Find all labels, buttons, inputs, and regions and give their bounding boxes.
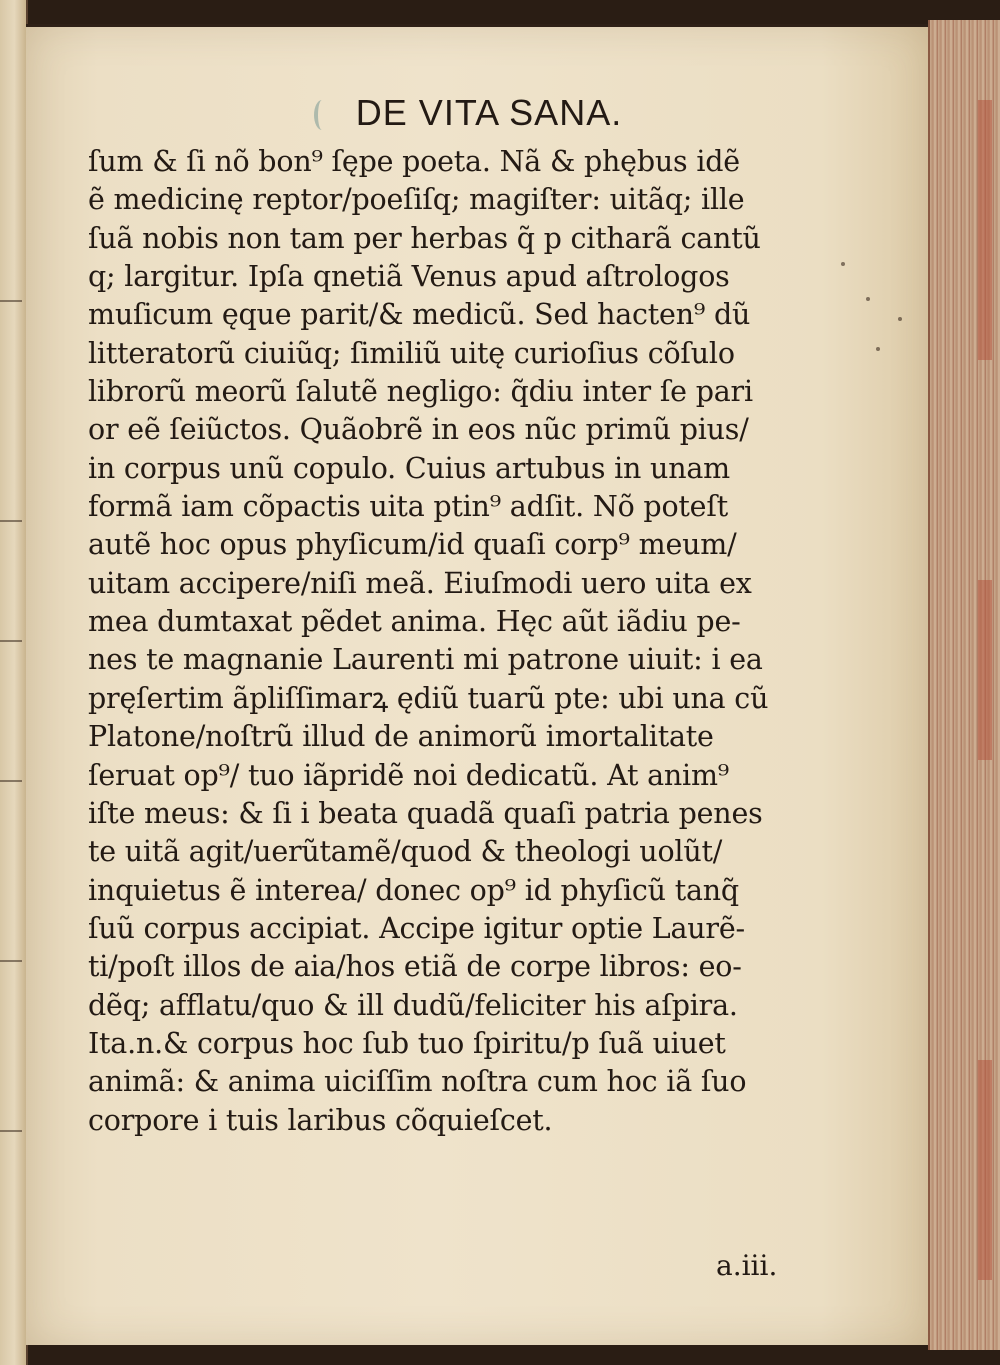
text-line: muſicum ęque parit/& medicũ. Sed hacten⁹ dũ — [88, 298, 751, 332]
text-line: ſuã nobis non tam per herbas q̃ p citharã cantũ — [88, 221, 761, 255]
text-line: in corpus unũ copulo. Cuius artubus in unam — [88, 451, 730, 485]
facing-page-mark — [0, 520, 22, 522]
facing-page-mark — [0, 640, 22, 642]
text-line: or eẽ ſeiũctos. Quãobrẽ in eos nũc primũ pius/ — [88, 413, 749, 447]
facing-page-mark — [0, 300, 22, 302]
running-header-text: DE VITA SANA. — [355, 92, 623, 133]
facing-page-mark — [0, 1130, 22, 1132]
text-line: formã iam cõpactis uita ptin⁹ adſit. Nõ poteſt — [88, 490, 728, 524]
ink-speck — [866, 297, 870, 301]
text-line: animã: & anima uiciſſim noſtra cum hoc iã ſuo — [88, 1065, 747, 1099]
facing-page-mark — [0, 960, 22, 962]
text-line: iſte meus: & ſi i beata quadã quaſi patria penes — [88, 796, 763, 830]
text-line: corpore i tuis laribus cõquieſcet. — [88, 1103, 553, 1137]
book-fore-edge — [928, 20, 1000, 1350]
text-line: ſeruat op⁹/ tuo iãpridẽ noi dedicatũ. At anim⁹ — [88, 758, 730, 792]
text-line: dẽq; afflatu/quo & ill dudũ/feliciter his aſpira. — [88, 988, 738, 1022]
edge-stain — [978, 100, 992, 360]
text-line: ſuũ corpus accipiat. Accipe igitur optie Laurẽ- — [88, 911, 745, 945]
edge-stain — [978, 580, 992, 760]
text-line: autẽ hoc opus phyſicum/id quaſi corp⁹ meum/ — [88, 528, 737, 562]
text-line: litteratorũ ciuiũq; ſimiliũ uitę curioſius cõſulo — [88, 336, 735, 370]
text-line: ẽ medicinę reptor/poeſiſq; magiſter: uitãq; ille — [88, 183, 745, 217]
text-line: nes te magnanie Laurenti mi patrone uiuit: i ea — [88, 643, 763, 677]
text-line: mea dumtaxat pẽdet anima. Hęc aũt iãdiu pe- — [88, 605, 741, 639]
text-line: uitam accipere/niſi meã. Eiuſmodi uero uita ex — [88, 566, 752, 600]
text-line: ſum & ſi nõ bon⁹ ſępe poeta. Nã & phębus idẽ — [88, 145, 740, 178]
facing-page-edge — [0, 0, 28, 1365]
ink-speck — [876, 347, 880, 351]
text-line: q; largitur. Ipſa qnetiã Venus apud aſtrologos — [88, 260, 730, 294]
text-block — [88, 85, 848, 1140]
text-line: pręſertim ãpliſſimarꝝ ędiũ tuarũ pte: ubi una cũ — [88, 681, 769, 715]
running-header — [88, 85, 848, 141]
guide-letter-mark — [314, 100, 330, 130]
text-line: Ita.n.& corpus hoc ſub tuo ſpiritu/p ſuã uiuet — [88, 1026, 726, 1060]
signature-mark: a.iii. — [716, 1249, 778, 1282]
text-line: te uitã agit/uerũtamẽ/quod & theologi uolũt/ — [88, 835, 723, 869]
edge-stain — [978, 1060, 992, 1280]
book-page — [26, 24, 930, 1345]
text-line: Platone/noſtrũ illud de animorũ imortalitate — [88, 720, 714, 754]
text-line: inquietus ẽ interea/ donec op⁹ id phyſicũ tanq̃ — [88, 873, 739, 907]
text-line: ti/poſt illos de aia/hos etiã de corpe libros: eo- — [88, 950, 742, 984]
facing-page-mark — [0, 780, 22, 782]
ink-speck — [841, 262, 845, 266]
ink-speck — [898, 317, 902, 321]
text-line: librorũ meorũ ſalutẽ negligo: q̃diu inter ſe pari — [88, 375, 753, 409]
